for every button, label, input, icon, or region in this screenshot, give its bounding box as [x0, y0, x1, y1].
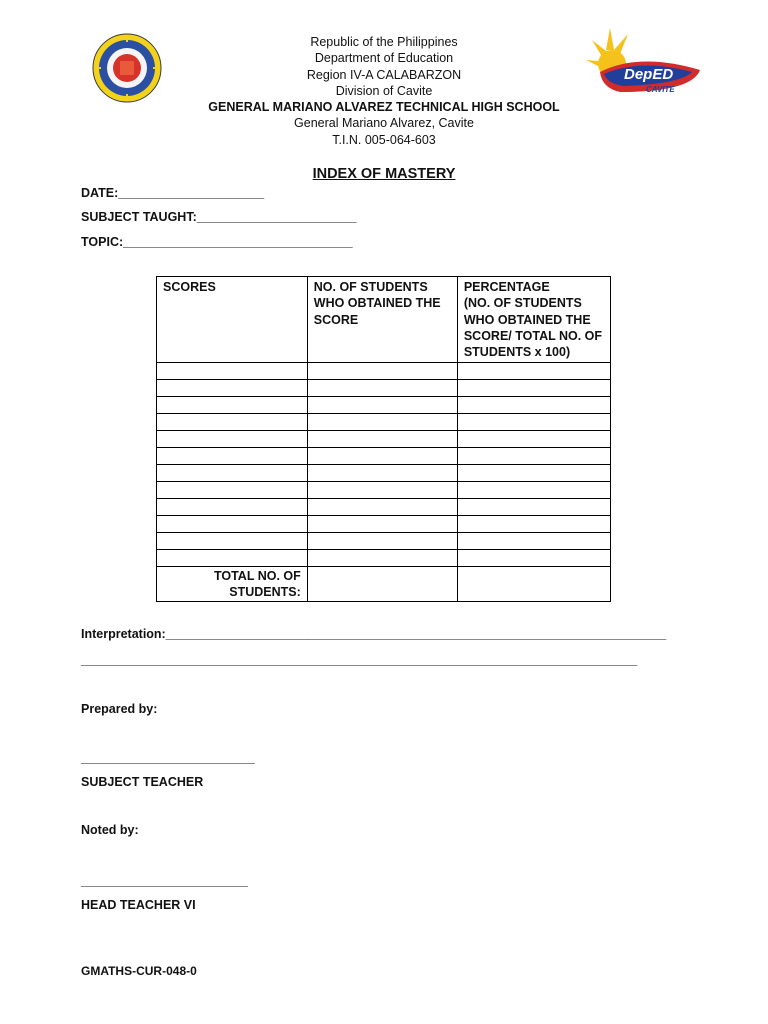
header-no-of-students: NO. OF STUDENTS WHO OBTAINED THE SCORE — [307, 277, 457, 363]
mastery-table — [156, 276, 611, 602]
total-students-count-cell[interactable] — [307, 567, 457, 602]
percentage-cell[interactable] — [457, 448, 610, 465]
table-row — [157, 380, 611, 397]
letterhead — [0, 34, 768, 148]
student-count-cell[interactable] — [307, 397, 457, 414]
header-department: Department of Education — [314, 51, 454, 66]
score-cell[interactable] — [157, 533, 308, 550]
noted-by-label: Noted by: — [81, 823, 139, 837]
percentage-cell[interactable] — [457, 380, 610, 397]
header-address: General Mariano Alvarez, Cavite — [294, 116, 474, 131]
interpretation-line-1[interactable]: Interpretation:________________________________________________________________________ — [81, 627, 667, 641]
percentage-cell[interactable] — [457, 465, 610, 482]
document-code: GMATHS-CUR-048-0 — [81, 964, 197, 978]
student-count-cell[interactable] — [307, 499, 457, 516]
subject-teacher-label: SUBJECT TEACHER — [81, 775, 204, 789]
student-count-cell[interactable] — [307, 431, 457, 448]
score-cell[interactable] — [157, 482, 308, 499]
table-row — [157, 482, 611, 499]
total-percentage-cell[interactable] — [457, 567, 610, 602]
table-row — [157, 550, 611, 567]
table-header-row — [157, 277, 611, 363]
score-cell[interactable] — [157, 397, 308, 414]
table-row — [157, 533, 611, 550]
score-cell[interactable] — [157, 448, 308, 465]
header-division: Division of Cavite — [335, 83, 433, 98]
percentage-cell[interactable] — [457, 397, 610, 414]
score-cell[interactable] — [157, 465, 308, 482]
student-count-cell[interactable] — [307, 363, 457, 380]
header-percentage: PERCENTAGE (NO. OF STUDENTS WHO OBTAINED THE SCORE/ TOTAL NO. OF STUDENTS x 100) — [457, 277, 610, 363]
total-students-label: TOTAL NO. OF STUDENTS: — [157, 567, 308, 602]
table-row-total — [157, 567, 611, 602]
percentage-cell[interactable] — [457, 414, 610, 431]
score-cell[interactable] — [157, 414, 308, 431]
date-field[interactable]: DATE:_____________________ — [81, 186, 265, 200]
score-cell[interactable] — [157, 550, 308, 567]
table-row — [157, 448, 611, 465]
percentage-cell[interactable] — [457, 482, 610, 499]
score-cell[interactable] — [157, 516, 308, 533]
head-teacher-label: HEAD TEACHER VI — [81, 898, 196, 912]
score-cell[interactable] — [157, 431, 308, 448]
student-count-cell[interactable] — [307, 414, 457, 431]
percentage-cell[interactable] — [457, 499, 610, 516]
score-cell[interactable] — [157, 380, 308, 397]
table-row — [157, 414, 611, 431]
subject-teacher-signature-line[interactable]: _________________________ — [81, 751, 255, 765]
subject-taught-field[interactable]: SUBJECT TAUGHT:_______________________ — [81, 210, 357, 224]
header-region: Region IV-A CALABARZON — [306, 67, 462, 82]
document-title: INDEX OF MASTERY — [312, 166, 456, 182]
table-row — [157, 465, 611, 482]
score-cell[interactable] — [157, 499, 308, 516]
interpretation-line-2[interactable]: ________________________________________________________________________________ — [81, 653, 638, 667]
header-scores: SCORES — [157, 277, 308, 363]
percentage-cell[interactable] — [457, 431, 610, 448]
student-count-cell[interactable] — [307, 533, 457, 550]
logo-text-cavite: CAVITE — [646, 85, 675, 94]
student-count-cell[interactable] — [307, 482, 457, 499]
score-cell[interactable] — [157, 363, 308, 380]
percentage-cell[interactable] — [457, 516, 610, 533]
table-row — [157, 363, 611, 380]
student-count-cell[interactable] — [307, 550, 457, 567]
table-row — [157, 516, 611, 533]
table-body — [157, 363, 611, 602]
percentage-cell[interactable] — [457, 533, 610, 550]
head-teacher-signature-line[interactable]: ________________________ — [81, 874, 248, 888]
table-row — [157, 499, 611, 516]
percentage-cell[interactable] — [457, 363, 610, 380]
topic-field[interactable]: TOPIC:_________________________________ — [81, 235, 353, 249]
table-row — [157, 397, 611, 414]
header-school-name: GENERAL MARIANO ALVAREZ TECHNICAL HIGH SCHOOL — [208, 100, 560, 115]
percentage-cell[interactable] — [457, 550, 610, 567]
table-row — [157, 431, 611, 448]
student-count-cell[interactable] — [307, 448, 457, 465]
header-country: Republic of the Philippines — [310, 35, 458, 49]
student-count-cell[interactable] — [307, 380, 457, 397]
header-tin: T.I.N. 005-064-603 — [332, 132, 436, 147]
student-count-cell[interactable] — [307, 516, 457, 533]
prepared-by-label: Prepared by: — [81, 702, 158, 716]
student-count-cell[interactable] — [307, 465, 457, 482]
logo-text-deped: DepED — [624, 66, 674, 83]
